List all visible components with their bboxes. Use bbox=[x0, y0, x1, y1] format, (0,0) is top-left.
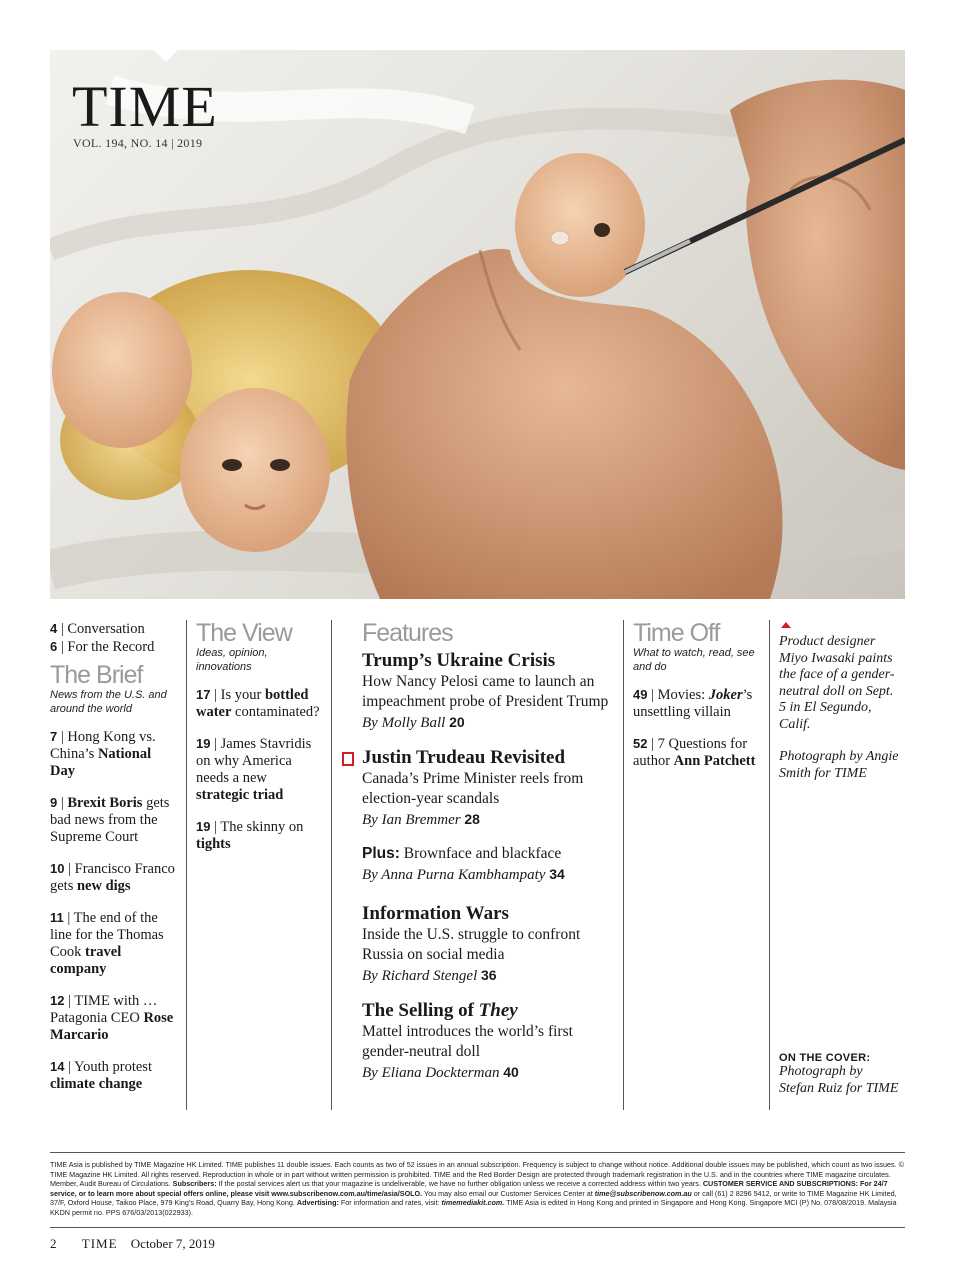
feature-title: Justin Trudeau Revisited bbox=[362, 747, 566, 768]
features-column bbox=[341, 620, 613, 1097]
folio-date: October 7, 2019 bbox=[130, 1236, 215, 1251]
timeoff-column bbox=[633, 620, 761, 784]
toc-item[interactable]: 7 | Hong Kong vs. China’s National Day bbox=[50, 729, 156, 779]
masthead-logo: TIME bbox=[72, 74, 218, 139]
cover-credit: Photograph by Stefan Ruiz for TIME bbox=[779, 1064, 899, 1096]
brief-column bbox=[50, 620, 178, 1107]
feature-byline: By Richard Stengel 36 bbox=[362, 967, 497, 984]
toc-item[interactable]: 19 | James Stavridis on why America needs a new strategic triad bbox=[196, 736, 312, 803]
toc-item[interactable]: 12 | TIME with … Patagonia CEO Rose Marcario bbox=[50, 993, 174, 1043]
page-number: 14 bbox=[50, 1059, 65, 1074]
section-heading-view: The View bbox=[196, 619, 292, 647]
feature-item[interactable] bbox=[362, 1000, 613, 1083]
volume-line: VOL. 194, NO. 14 | 2019 bbox=[73, 136, 203, 150]
cover-label: ON THE COVER: bbox=[779, 1052, 871, 1064]
page-number: 9 bbox=[50, 795, 58, 810]
red-border-icon bbox=[342, 752, 354, 766]
feature-item[interactable] bbox=[362, 650, 613, 733]
page-number: 4 bbox=[50, 621, 58, 636]
folio bbox=[50, 1236, 215, 1252]
toc-item[interactable]: 52 | 7 Questions for author Ann Patchett bbox=[633, 736, 756, 769]
plus-item[interactable] bbox=[362, 844, 613, 885]
page-number: 17 bbox=[196, 687, 211, 702]
toc-label: For the Record bbox=[67, 639, 155, 655]
page-number: 34 bbox=[549, 866, 565, 882]
cover-photo bbox=[50, 50, 905, 599]
legal-text: TIME Asia is published by TIME Magazine HK Limited. TIME publishes 11 double issues. Each counts as two of 52 issues in an annual subscription. Frequency is subject to change without notice. Additional double issues may be published, which count as two issues. © TIME Magazine HK Limited. All rights reserved. Reproduction in whole or in part without written permission is prohibited. TIME and the Red Border Design are protected through trademark registration in the U.S. and in the countries where TIME magazine circulates. Member, Audit Bureau of Circulations. Subscribers: If the postal services alert us that your magazine is undeliverable, we have no further obligation unless we receive a corrected address within two years. CUSTOMER SERVICE AND SUBSCRIPTIONS: For 24/7 service, or to learn more about special offers online, please visit www.subscribenow.com.au/time/asia/SOLO. You may also email our Customer Services Center at time@subscribenow.com.au or call (61) 2 8296 5412, or write to TIME Magazine HK Limited, 37/F, Oxford House, Taikoo Place, 979 King’s Road, Quarry Bay, Hong Kong. Advertising: For information and rates, visit: timemediakit.com. TIME Asia is edited in Hong Kong and printed in Singapore and Hong Kong. Singapore MCI (P) No. 078/08/2019. Malaysia KKDN permit no. PPS 676/03/2013(022933). bbox=[50, 1152, 905, 1218]
section-heading-brief: The Brief bbox=[50, 661, 143, 689]
page-number: 11 bbox=[50, 910, 64, 925]
toc-item[interactable]: 17 | Is your bottled water contaminated? bbox=[196, 687, 320, 720]
feature-dek: Canada’s Prime Minister reels from election-year scandals bbox=[362, 770, 584, 807]
page-number: 19 bbox=[196, 736, 211, 751]
page-number: 10 bbox=[50, 861, 65, 876]
feature-dek: Mattel introduces the world’s first gender-neutral doll bbox=[362, 1023, 573, 1060]
section-heading-features: Features bbox=[362, 619, 453, 647]
feature-dek: How Nancy Pelosi came to launch an impeachment probe of President Trump bbox=[362, 673, 609, 710]
photo-caption: Product designer Miyo Iwasaki paints the face of a gender-neutral doll on Sept. 5 in El Segundo, Calif. bbox=[779, 634, 895, 732]
plus-dek: Brownface and blackface bbox=[403, 845, 562, 862]
feature-item[interactable] bbox=[362, 903, 613, 986]
plus-label: Plus: bbox=[362, 845, 400, 862]
feature-byline: By Anna Purna Kambhampaty 34 bbox=[362, 866, 565, 883]
toc-item[interactable]: 10 | Francisco Franco gets new digs bbox=[50, 861, 175, 894]
page-number: 49 bbox=[633, 687, 648, 702]
page-number: 6 bbox=[50, 639, 58, 654]
folio-brand: TIME bbox=[81, 1236, 118, 1251]
feature-title: Trump’s Ukraine Crisis bbox=[362, 650, 556, 671]
feature-title: The Selling of They bbox=[362, 1000, 518, 1021]
page-folio-number: 2 bbox=[50, 1236, 57, 1251]
page-number: 12 bbox=[50, 993, 65, 1008]
footer-rule bbox=[50, 1227, 905, 1228]
section-subhead-view: Ideas, opinion, innovations bbox=[196, 647, 268, 673]
toc-item[interactable]: 11 | The end of the line for the Thomas Cook travel company bbox=[50, 910, 164, 977]
section-subhead-timeoff: What to watch, read, see and do bbox=[633, 647, 755, 673]
caret-up-icon bbox=[781, 622, 791, 628]
section-subhead-brief: News from the U.S. and around the world bbox=[50, 689, 167, 715]
column-rule bbox=[623, 620, 624, 1110]
page-number: 52 bbox=[633, 736, 648, 751]
toc-item[interactable]: 49 | Movies: Joker’s unsettling villain bbox=[633, 687, 753, 720]
feature-byline: By Ian Bremmer 28 bbox=[362, 811, 480, 828]
photo-notch bbox=[154, 50, 178, 62]
photo-credit: Photograph by Angie Smith for TIME bbox=[779, 749, 899, 781]
column-rule bbox=[769, 620, 770, 1110]
toc-item[interactable]: 9 | Brexit Boris gets bad news from the Supreme Court bbox=[50, 795, 170, 845]
column-rule bbox=[331, 620, 332, 1110]
toc-item[interactable]: 4 | Conversation bbox=[50, 621, 145, 637]
column-rule bbox=[186, 620, 187, 1110]
toc-item[interactable]: 14 | Youth protest climate change bbox=[50, 1059, 152, 1092]
toc-item[interactable]: 19 | The skinny on tights bbox=[196, 819, 304, 852]
caption-column bbox=[779, 620, 901, 1110]
page-number: 19 bbox=[196, 819, 211, 834]
feature-title: Information Wars bbox=[362, 903, 509, 924]
page-number: 40 bbox=[503, 1064, 519, 1080]
page-number: 20 bbox=[449, 714, 465, 730]
feature-byline: By Eliana Dockterman 40 bbox=[362, 1064, 519, 1081]
view-column bbox=[196, 620, 321, 867]
section-heading-timeoff: Time Off bbox=[633, 619, 720, 647]
feature-byline: By Molly Ball 20 bbox=[362, 714, 465, 731]
toc-item[interactable]: 6 | For the Record bbox=[50, 639, 155, 655]
page-number: 7 bbox=[50, 729, 58, 744]
page-number: 36 bbox=[481, 967, 497, 983]
page-number: 28 bbox=[464, 811, 480, 827]
toc-label: Conversation bbox=[67, 621, 145, 637]
feature-item[interactable] bbox=[362, 747, 613, 830]
feature-dek: Inside the U.S. struggle to confront Russia on social media bbox=[362, 926, 581, 963]
